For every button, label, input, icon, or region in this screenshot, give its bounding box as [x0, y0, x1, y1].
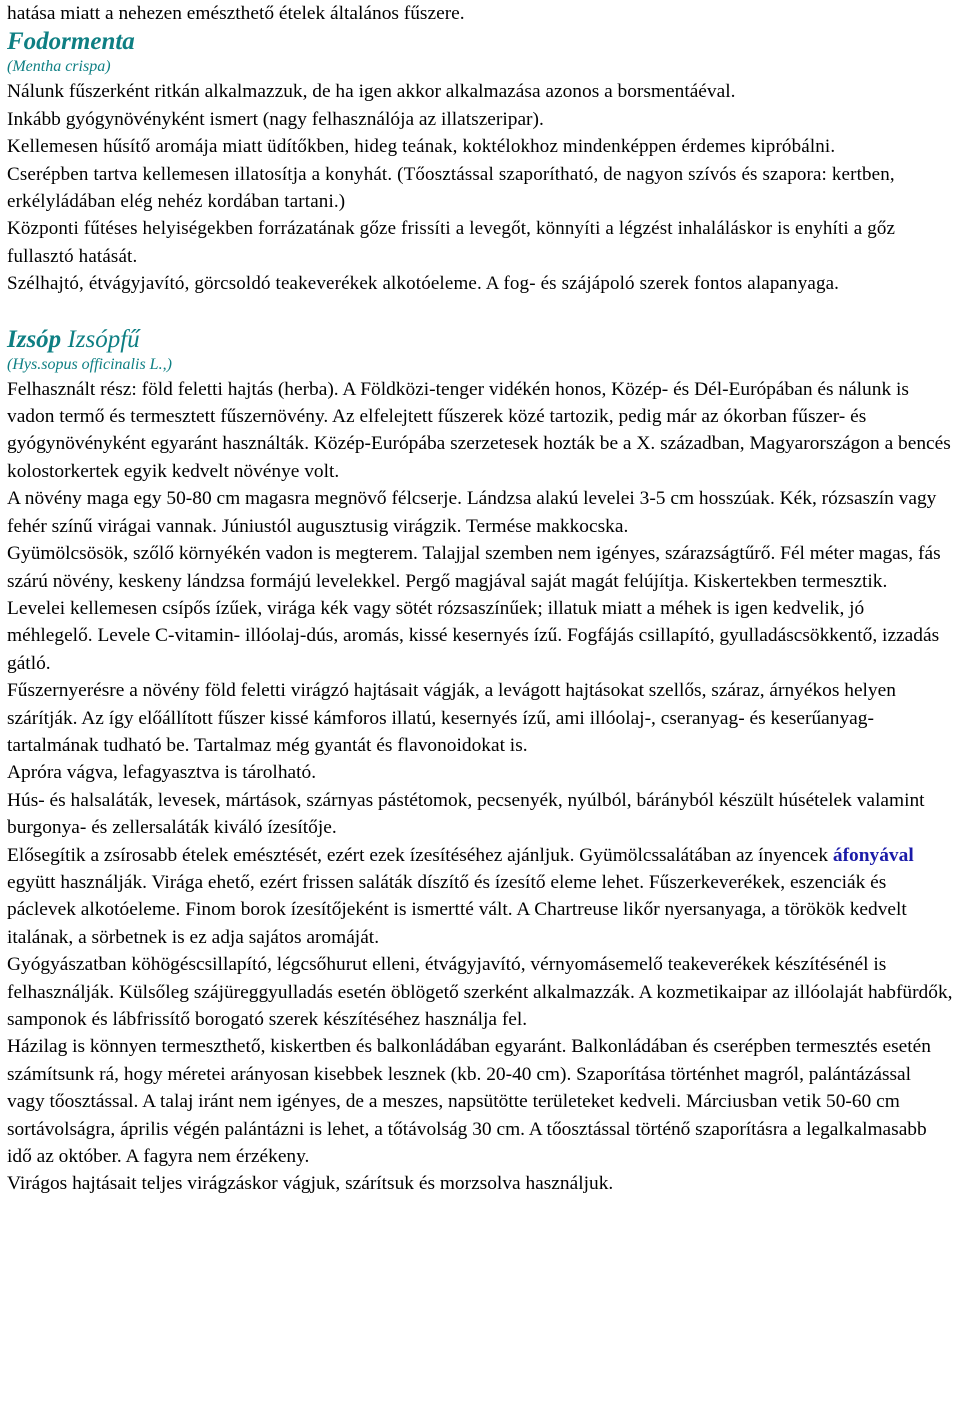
- paragraph: Gyógyászatban köhögéscsillapító, légcsőhurut elleni, étvágyjavító, vérnyomásemelő teakeverékek készítésénél is felhasználják. Külsőleg szájüreggyulladás esetén öblögető szerként alkalmazzák. A kozmetikaipar az illóolaját habfürdők, samponok és lábfrissítő borogató szerek készítéséhez használja fel.: [7, 954, 953, 1030]
- continued-line: hatása miatt a nehezen emészthető ételek általános fűszere.: [7, 3, 465, 24]
- section-title: Fodormenta: [7, 28, 135, 56]
- paragraph: Hús- és halsaláták, levesek, mártások, szárnyas pástétomok, pecsenyék, nyúlból, bárányból készült húsételek valamint burgonya- és zellersaláták kiváló ízesítője.: [7, 789, 925, 839]
- paragraph: Szélhajtó, étvágyjavító, görcsoldó teakeverékek alkotóeleme. A fog- és szájápoló szerek fontos alapanyaga.: [7, 273, 840, 295]
- title-alt-name: Izsópfű: [67, 325, 140, 353]
- section-izsop: [7, 325, 953, 1198]
- paragraph: Virágos hajtásait teljes virágzáskor vágjuk, szárítsuk és morzsolva használjuk.: [7, 1173, 614, 1195]
- paragraph: Gyümölcsösök, szőlő környékén vadon is megterem. Talajjal szemben nem igényes, szárazságtűrő. Fél méter magas, fás szárú növény, keskeny lándzsa formájú levelekkel. Pergő magjával saját magát felújítja. Kiskertekben termesztik.: [7, 543, 941, 592]
- paragraph: Levelei kellemesen csípős ízűek, virága kék vagy sötét rózsaszínűek; illatuk miatt a méhek is igen kedvelik, jó méhlegelő. Levele C-vitamin- illóolaj-dús, aromás, kissé kesernyés ízű. Fogfájás csillapító, gyulladáscsökkentő, izzadás gátló.: [7, 597, 940, 674]
- paragraph: Központi fűtéses helyiségekben forrázatának gőze frissíti a levegőt, könnyíti a légzést inhaláláskor is enyhíti a gőz fullasztó hatását.: [7, 218, 896, 267]
- title-main: Izsóp: [7, 325, 62, 353]
- paragraph: Kellemesen hűsítő aromája miatt üdítőkben, hideg teának, koktélokhoz mindenképpen érdemes kipróbálni.: [7, 136, 836, 158]
- document-page: [7, 0, 953, 1198]
- paragraph: Nálunk fűszerként ritkán alkalmazzuk, de ha igen akkor alkalmazása azonos a borsmentáéval.: [7, 81, 736, 103]
- paragraph: Cserépben tartva kellemesen illatosítja a konyhát. (Tőosztással szaporítható, de nagyon szívós és szapora: kertben, erkélyládában elég nehéz kordában tartani.): [7, 163, 895, 213]
- section-fodormenta: [7, 27, 953, 297]
- section-title: [7, 325, 953, 354]
- latin-name: (Mentha crispa): [7, 58, 111, 76]
- paragraph: Apróra vágva, lefagyasztva is tárolható.: [7, 762, 317, 784]
- section-spacer: [7, 298, 953, 325]
- text-after-link: együtt használják. Virága ehető, ezért frissen saláták díszítő és ízesítő eleme lehet. Fűszerkeverékek, eszenciák és páclevek alkotóeleme. Finom borok ízesítőjeként is ismertté vált. A Chartreuse likőr nyersanyaga, a törökök kedvelt italának, a sörbetnek is ez adja sajátos aromáját.: [7, 871, 907, 948]
- text-before-link: Elősegítik a zsírosabb ételek emésztését, ezért ezek ízesítéséhez ajánljuk. Gyümölcssalátában az ínyencek: [7, 844, 833, 866]
- paragraph-with-link: [7, 842, 953, 952]
- paragraph: Fűszernyerésre a növény föld feletti virágzó hajtásait vágják, a levágott hajtásokat szellős, száraz, árnyékos helyen szárítják. Az így előállított fűszer kissé kámforos illatú, kesernyés ízű, ami illóolaj-, cseranyag- és keserűanyag-tartalmának tudható be. Tartalmaz még gyantát és flavonoidokat is.: [7, 680, 896, 756]
- paragraph: Házilag is könnyen termeszthető, kiskertben és balkonládában egyaránt. Balkonládában és cserépben termesztés esetén számítsunk rá, hogy méretei arányosan kisebbek lesznek (kb. 20-40 cm). Szaporítása történhet magról, palántázással vagy tőosztással. A talaj iránt nem igényes, de a meszes, napsütötte területeket kedveli. Márciusban vetik 50-60 cm sortávolságra, április végén palántázni is lehet, a tőtávolság 30 cm. A tőosztással történő szaporításra a legalkalmasabb idő az október. A fagyra nem érzékeny.: [7, 1036, 931, 1168]
- paragraph: A növény maga egy 50-80 cm magasra megnövő félcserje. Lándzsa alakú levelei 3-5 cm hosszúak. Kék, rózsaszín vagy fehér színű virágai vannak. Júniustól augusztusig virágzik. Termése makkocska.: [7, 488, 937, 537]
- paragraph: Felhasznált rész: föld feletti hajtás (herba). A Földközi-tenger vidékén honos, Közép- és Dél-Európában és nálunk is vadon termő és termesztett fűszernövény. Az elfelejtett fűszerek közé tartozik, pedig már az ókorban fűszer- és gyógynövényként egyaránt használták. Közép-Európába szerzetesek hozták be a X. században, Magyarországon a bencés kolostorkertek egyik kedvelt növénye volt.: [7, 378, 951, 482]
- paragraph: Inkább gyógynövényként ismert (nagy felhasználója az illatszeripar).: [7, 108, 544, 130]
- latin-name: (Hys.sopus officinalis L.,): [7, 355, 172, 373]
- afonya-link[interactable]: áfonyával: [832, 844, 914, 866]
